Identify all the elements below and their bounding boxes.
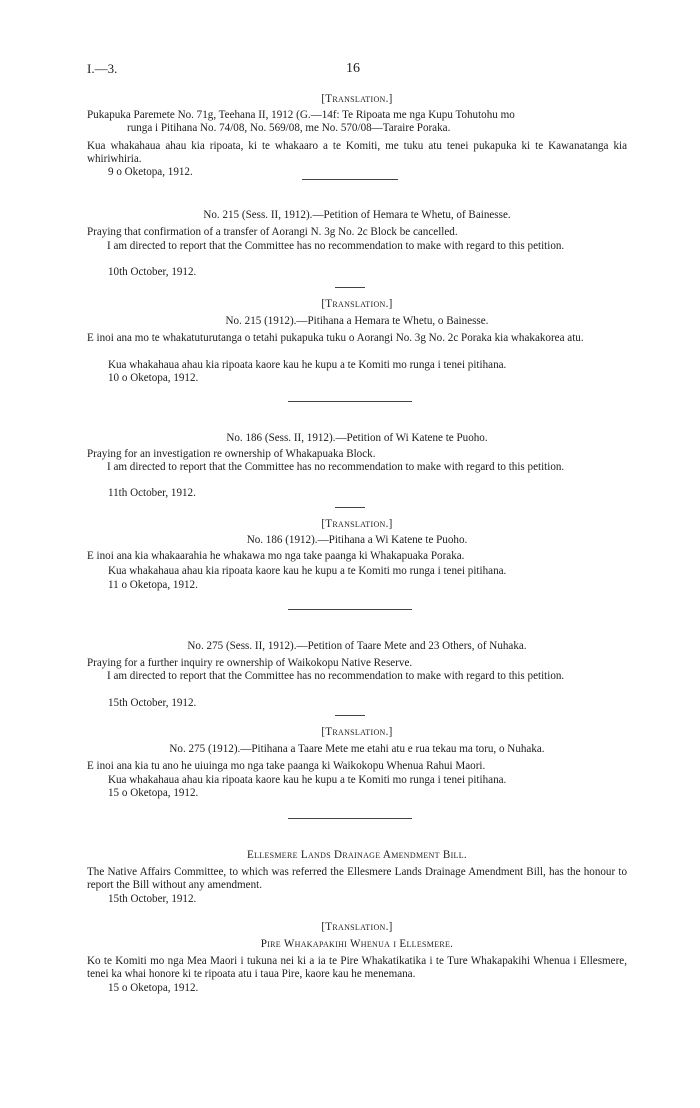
translation-paragraph: E inoi ana mo te whakatuturutanga o tetahi pukapuka tuku o Aorangi No. 3g No. 2c Poraka kia whakakorea atu.: [87, 332, 584, 344]
translation-date: 15 o Oketopa, 1912.: [108, 787, 199, 799]
translation-report: Kua whakahaua ahau kia ripoata kaore kau he kupu a te Komiti mo runga i tenei pitihana.: [108, 359, 507, 371]
translation-date: 15 o Oketopa, 1912.: [108, 982, 199, 994]
divider: [288, 401, 412, 402]
date: 15th October, 1912.: [108, 893, 197, 905]
date: 10th October, 1912.: [108, 266, 197, 278]
praying-text: Praying for an investigation re ownership of Whakapuaka Block.: [87, 448, 376, 460]
translation-label: [Translation.]: [321, 93, 393, 105]
petition-title: No. 275 (Sess. II, 1912).—Petition of Taare Mete and 23 Others, of Nuhaka.: [187, 640, 527, 652]
date: 11th October, 1912.: [108, 487, 196, 499]
translation-label: [Translation.]: [321, 518, 393, 530]
report-text: I am directed to report that the Committee has no recommendation to make with regard to this petition.: [107, 240, 565, 252]
translation-label: [Translation.]: [321, 921, 393, 933]
translation-report: Kua whakahaua ahau kia ripoata kaore kau he kupu a te Komiti mo runga i tenei pitihana.: [108, 774, 507, 786]
praying-text: Praying for a further inquiry re ownership of Waikokopu Native Reserve.: [87, 657, 413, 669]
praying-text: Praying that confirmation of a transfer of Aorangi N. 3g No. 2c Block be cancelled.: [87, 226, 458, 238]
paper-reference-cont: runga i Pitihana No. 74/08, No. 569/08, me No. 570/08—Taraire Poraka.: [127, 122, 451, 134]
translation-paragraph: E inoi ana kia whakaarahia he whakawa mo nga take paanga ki Whakapuaka Poraka.: [87, 550, 465, 562]
bill-title: Ellesmere Lands Drainage Amendment Bill.: [247, 849, 467, 861]
translation-paragraph: Ko te Komiti mo nga Mea Maori i tukuna nei ki a ia te Pire Whakatikatika i te Ture Whakapakihi Whenua i Ellesmere, tenei ka whai honore ki te ripoata atu i taua Pire, kaore kau he menemana.: [87, 955, 627, 980]
petition-title: No. 215 (Sess. II, 1912).—Petition of Hemara te Whetu, of Bainesse.: [203, 209, 511, 221]
page-number: 16: [346, 61, 360, 76]
divider: [288, 818, 412, 819]
short-rule: [335, 715, 365, 716]
date: 15th October, 1912.: [108, 697, 197, 709]
paragraph: Kua whakahaua ahau kia ripoata, ki te whakaaro a te Komiti, me tuku atu tenei pukapuka ki te Kawanatanga kia whiriwhiria.: [87, 140, 627, 165]
translation-paragraph: E inoi ana kia tu ano he uiuinga mo nga take paanga ki Waikokopu Whenua Rahui Maori.: [87, 760, 486, 772]
translation-title: Pire Whakapakihi Whenua i Ellesmere.: [260, 938, 454, 950]
translation-title: No. 215 (1912).—Pitihana a Hemara te Whetu, o Bainesse.: [225, 315, 489, 327]
paper-reference: Pukapuka Paremete No. 71g, Teehana II, 1912 (G.—14f: Te Ripoata me nga Kupu Tohutohu mo: [87, 109, 515, 121]
translation-report: Kua whakahaua ahau kia ripoata kaore kau he kupu a te Komiti mo runga i tenei pitihana.: [108, 565, 507, 577]
translation-title: No. 275 (1912).—Pitihana a Taare Mete me etahi atu e rua tekau ma toru, o Nuhaka.: [169, 743, 545, 755]
date: 9 o Oketopa, 1912.: [108, 166, 193, 178]
divider: [302, 179, 398, 180]
translation-date: 10 o Oketopa, 1912.: [108, 372, 199, 384]
petition-title: No. 186 (Sess. II, 1912).—Petition of Wi Katene te Puoho.: [226, 432, 488, 444]
translation-title: No. 186 (1912).—Pitihana a Wi Katene te Puoho.: [246, 534, 468, 546]
bill-paragraph: The Native Affairs Committee, to which was referred the Ellesmere Lands Drainage Amendment Bill, has the honour to report the Bill without any amendment.: [87, 866, 627, 891]
short-rule: [335, 287, 365, 288]
translation-date: 11 o Oketopa, 1912.: [108, 579, 198, 591]
divider: [288, 609, 412, 610]
translation-label: [Translation.]: [321, 726, 393, 738]
report-text: I am directed to report that the Committee has no recommendation to make with regard to this petition.: [107, 461, 565, 473]
short-rule: [335, 507, 365, 508]
report-text: I am directed to report that the Committee has no recommendation to make with regard to this petition.: [107, 670, 565, 682]
section-reference: I.—3.: [87, 61, 118, 76]
translation-label: [Translation.]: [321, 298, 393, 310]
